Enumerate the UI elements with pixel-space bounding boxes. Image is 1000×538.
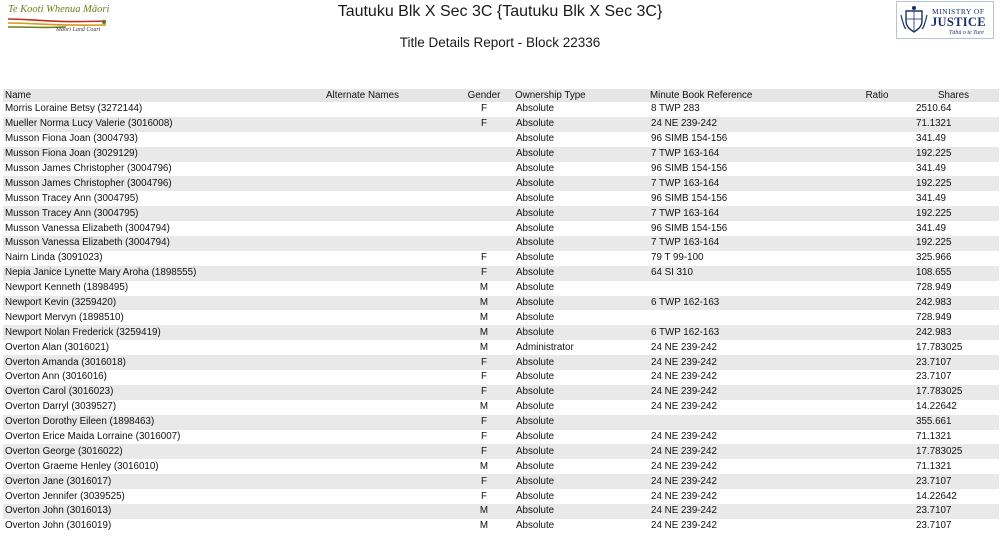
cell-ratio (846, 489, 906, 504)
cell-gender: F (481, 371, 487, 383)
cell-gender: M (479, 401, 489, 413)
cell-ratio (846, 385, 906, 400)
cell-gender: M (479, 311, 489, 323)
table-row (3, 191, 999, 206)
cell-shares: 23.7107 (916, 475, 952, 487)
cell-alternate-names (270, 162, 453, 177)
cell-alternate-names (270, 191, 453, 206)
cell-ratio (846, 474, 906, 489)
cell-minute-book-reference: 7 TWP 163-164 (651, 207, 720, 219)
column-header-ratio: Ratio (865, 90, 889, 101)
report-title: Tautuku Blk X Sec 3C {Tautuku Blk X Sec 3C} (337, 3, 663, 20)
cell-shares: 242.983 (916, 326, 952, 338)
cell-ratio (846, 117, 906, 132)
cell-ownership-type: Absolute (516, 475, 555, 487)
cell-minute-book-reference: 24 NE 239-242 (651, 431, 717, 443)
cell-alternate-names (270, 415, 453, 430)
cell-shares: 341.49 (916, 133, 946, 145)
cell-ratio (846, 340, 906, 355)
cell-shares: 17.783025 (916, 341, 963, 353)
table-row (3, 415, 999, 430)
cell-shares: 341.49 (916, 192, 946, 204)
column-header-name: Name (5, 90, 32, 101)
cell-shares: 23.7107 (916, 505, 952, 517)
cell-gender: M (479, 520, 489, 532)
cell-alternate-names (270, 474, 453, 489)
table-row (3, 325, 999, 340)
cell-gender: M (479, 282, 489, 294)
cell-minute-book-reference: 24 NE 239-242 (651, 505, 717, 517)
cell-ratio (846, 296, 906, 311)
cell-ratio (846, 206, 906, 221)
cell-minute-book-reference: 96 SIMB 154-156 (651, 163, 728, 174)
cell-ownership-type: Absolute (516, 460, 555, 472)
cell-alternate-names (270, 430, 453, 445)
logo-justice: JUSTICE (931, 15, 986, 29)
cell-gender: F (481, 416, 487, 428)
cell-ratio (846, 102, 906, 117)
cell-minute-book-reference: 24 NE 239-242 (651, 490, 717, 502)
cell-alternate-names (270, 236, 453, 251)
table-header-row (3, 89, 999, 102)
cell-alternate-names (270, 340, 453, 355)
table-row (3, 385, 999, 400)
table-row (3, 221, 999, 236)
cell-ratio (846, 191, 906, 206)
table-row (3, 162, 999, 177)
cell-minute-book-reference: 24 NE 239-242 (651, 445, 717, 457)
cell-ownership-type: Absolute (516, 371, 555, 383)
cell-shares: 14.22642 (916, 490, 957, 502)
cell-ownership-type: Absolute (516, 133, 555, 145)
cell-minute-book-reference: 6 TWP 162-163 (651, 297, 720, 309)
cell-minute-book-reference: 8 TWP 283 (651, 103, 700, 115)
cell-name: Overton Amanda (3016018) (5, 356, 126, 368)
cell-ratio (846, 325, 906, 340)
cell-shares: 71.1321 (916, 460, 952, 472)
table-row (3, 132, 999, 147)
cell-name: Overton George (3016022) (5, 445, 123, 457)
cell-alternate-names (270, 296, 453, 311)
cell-gender: F (481, 490, 487, 502)
cell-minute-book-reference: 79 T 99-100 (651, 252, 704, 264)
logo-english-name: Māori Land Court (56, 27, 101, 33)
cell-alternate-names (270, 117, 453, 132)
table-row (3, 117, 999, 132)
cell-name: Nairn Linda (3091023) (5, 252, 103, 264)
cell-ownership-type: Administrator (516, 341, 574, 353)
cell-ownership-type: Absolute (516, 222, 555, 234)
cell-shares: 192.225 (916, 207, 952, 219)
table-row (3, 400, 999, 415)
cell-name: Overton Jane (3016017) (5, 475, 112, 487)
cell-shares: 108.655 (916, 267, 952, 279)
cell-shares: 192.225 (916, 148, 952, 160)
logo-maori-tagline: Tāhū o te Ture (949, 30, 984, 36)
title-details-table (3, 89, 999, 534)
cell-shares: 17.783025 (916, 445, 963, 457)
cell-ownership-type: Absolute (516, 445, 555, 457)
cell-gender (453, 147, 513, 162)
cell-ownership-type: Absolute (516, 490, 555, 502)
cell-ratio (846, 430, 906, 445)
cell-ratio (846, 355, 906, 370)
cell-shares: 192.225 (916, 237, 952, 249)
cell-ownership-type: Absolute (516, 431, 555, 443)
cell-ownership-type: Absolute (516, 177, 555, 189)
cell-alternate-names (270, 325, 453, 340)
cell-ratio (846, 251, 906, 266)
cell-name: Overton Graeme Henley (3016010) (5, 460, 159, 472)
cell-gender: M (479, 341, 489, 353)
cell-gender (453, 176, 513, 191)
cell-minute-book-reference: 24 NE 239-242 (651, 401, 717, 413)
table-row (3, 102, 999, 117)
cell-ratio (846, 132, 906, 147)
cell-name: Morris Loraine Betsy (3272144) (5, 103, 143, 115)
cell-name: Musson Fiona Joan (3029129) (5, 148, 138, 160)
cell-ratio (846, 147, 906, 162)
cell-minute-book-reference (648, 310, 846, 325)
cell-ownership-type: Absolute (516, 401, 555, 413)
cell-ownership-type: Absolute (516, 252, 555, 264)
cell-name: Musson Vanessa Elizabeth (3004794) (5, 222, 170, 234)
cell-ownership-type: Absolute (516, 118, 555, 130)
cell-alternate-names (270, 221, 453, 236)
cell-gender: F (481, 431, 487, 443)
cell-ratio (846, 236, 906, 251)
cell-alternate-names (270, 251, 453, 266)
cell-gender: F (481, 475, 487, 487)
column-header-gender: Gender (467, 90, 501, 101)
table-row (3, 459, 999, 474)
cell-ownership-type: Absolute (516, 192, 555, 204)
cell-ownership-type: Absolute (516, 148, 555, 160)
table-row (3, 474, 999, 489)
cell-name: Overton Ann (3016016) (5, 371, 107, 383)
coat-of-arms-icon (900, 5, 928, 35)
cell-alternate-names (270, 370, 453, 385)
cell-gender: F (481, 356, 487, 368)
cell-alternate-names (270, 132, 453, 147)
cell-ownership-type: Absolute (516, 237, 555, 249)
table-row (3, 489, 999, 504)
cell-alternate-names (270, 176, 453, 191)
cell-alternate-names (270, 385, 453, 400)
cell-ratio (846, 310, 906, 325)
logo-maori-name: Te Kooti Whenua Māori (8, 4, 110, 15)
cell-name: Overton Carol (3016023) (5, 386, 114, 398)
cell-minute-book-reference: 24 NE 239-242 (651, 475, 717, 487)
report-subtitle: Title Details Report - Block 22336 (399, 35, 601, 50)
cell-ownership-type: Absolute (516, 103, 555, 115)
cell-shares: 341.49 (916, 163, 946, 174)
table-row (3, 310, 999, 325)
cell-gender (453, 162, 513, 177)
cell-minute-book-reference: 24 NE 239-242 (651, 460, 717, 472)
cell-minute-book-reference: 24 NE 239-242 (651, 371, 717, 383)
cell-ownership-type: Absolute (516, 505, 555, 517)
cell-alternate-names (270, 355, 453, 370)
ministry-of-justice-logo (896, 1, 994, 39)
cell-gender: F (481, 386, 487, 398)
cell-gender: F (481, 445, 487, 457)
cell-name: Overton Dorothy Eileen (1898463) (5, 416, 155, 428)
cell-alternate-names (270, 206, 453, 221)
cell-gender: M (479, 326, 489, 338)
table-row (3, 176, 999, 191)
column-header-shares: Shares (937, 90, 970, 101)
cell-name: Musson Tracey Ann (3004795) (5, 192, 139, 204)
cell-minute-book-reference: 6 TWP 162-163 (651, 326, 720, 338)
cell-minute-book-reference (648, 415, 846, 430)
cell-shares: 325.966 (916, 252, 952, 264)
table-row (3, 340, 999, 355)
cell-name: Overton Alan (3016021) (5, 341, 110, 353)
cell-alternate-names (270, 281, 453, 296)
cell-shares: 192.225 (916, 177, 952, 189)
cell-name: Musson Vanessa Elizabeth (3004794) (5, 237, 170, 249)
cell-gender (453, 206, 513, 221)
cell-name: Musson Fiona Joan (3004793) (5, 133, 138, 145)
cell-gender (453, 191, 513, 206)
cell-gender: M (479, 297, 489, 309)
cell-shares: 71.1321 (916, 118, 952, 130)
cell-alternate-names (270, 459, 453, 474)
column-header-minute-book-reference: Minute Book Reference (650, 90, 753, 101)
cell-ownership-type: Absolute (516, 386, 555, 398)
cell-gender: F (481, 118, 487, 130)
cell-ownership-type: Absolute (516, 356, 555, 368)
cell-minute-book-reference: 64 SI 310 (651, 267, 693, 279)
table-row (3, 355, 999, 370)
cell-ownership-type: Absolute (516, 267, 555, 279)
cell-gender: F (481, 267, 487, 279)
cell-minute-book-reference: 7 TWP 163-164 (651, 148, 720, 160)
column-header-ownership-type: Ownership Type (515, 90, 586, 101)
cell-shares: 242.983 (916, 297, 952, 309)
cell-shares: 341.49 (916, 222, 946, 234)
cell-minute-book-reference: 96 SIMB 154-156 (651, 133, 728, 145)
cell-minute-book-reference: 24 NE 239-242 (651, 520, 717, 532)
cell-alternate-names (270, 400, 453, 415)
cell-shares: 17.783025 (916, 386, 963, 398)
cell-minute-book-reference (648, 281, 846, 296)
cell-shares: 23.7107 (916, 356, 952, 368)
cell-ratio (846, 415, 906, 430)
cell-ownership-type: Absolute (516, 311, 555, 323)
cell-minute-book-reference: 7 TWP 163-164 (651, 177, 720, 189)
cell-name: Overton John (3016019) (5, 520, 112, 532)
cell-shares: 355.661 (916, 416, 952, 428)
cell-shares: 23.7107 (916, 520, 952, 532)
table-row (3, 147, 999, 162)
cell-alternate-names (270, 147, 453, 162)
table-row (3, 296, 999, 311)
cell-ownership-type: Absolute (516, 282, 555, 294)
column-header-alternate-names: Alternate Names (326, 90, 399, 101)
table-row (3, 266, 999, 281)
cell-name: Overton John (3016013) (5, 505, 112, 517)
cell-ratio (846, 504, 906, 519)
cell-gender: M (479, 460, 489, 472)
cell-shares: 2510.64 (916, 103, 952, 115)
cell-ownership-type: Absolute (516, 163, 555, 174)
cell-shares: 14.22642 (916, 401, 957, 413)
cell-gender: F (481, 252, 487, 264)
cell-ownership-type: Absolute (516, 207, 555, 219)
cell-ratio (846, 459, 906, 474)
cell-name: Overton Erice Maida Lorraine (3016007) (5, 431, 181, 443)
table-row (3, 251, 999, 266)
cell-ownership-type: Absolute (516, 520, 555, 532)
table-row (3, 236, 999, 251)
cell-name: Mueller Norma Lucy Valerie (3016008) (5, 118, 173, 130)
cell-gender: F (481, 103, 487, 115)
cell-minute-book-reference: 96 SIMB 154-156 (651, 222, 728, 234)
cell-minute-book-reference: 24 NE 239-242 (651, 386, 717, 398)
cell-name: Overton Darryl (3039527) (5, 401, 117, 413)
cell-name: Newport Kevin (3259420) (5, 297, 117, 309)
cell-alternate-names (270, 519, 453, 534)
cell-alternate-names (270, 489, 453, 504)
cell-ratio (846, 221, 906, 236)
cell-alternate-names (270, 444, 453, 459)
cell-name: Musson James Christopher (3004796) (5, 163, 172, 174)
table-row (3, 444, 999, 459)
cell-name: Newport Mervyn (1898510) (5, 311, 124, 323)
cell-ratio (846, 176, 906, 191)
table-row (3, 370, 999, 385)
cell-alternate-names (270, 266, 453, 281)
cell-alternate-names (270, 504, 453, 519)
cell-gender (453, 132, 513, 147)
cell-shares: 71.1321 (916, 431, 952, 443)
cell-minute-book-reference: 24 NE 239-242 (651, 341, 717, 353)
cell-name: Nepia Janice Lynette Mary Aroha (1898555) (5, 267, 197, 279)
cell-alternate-names (270, 102, 453, 117)
cell-ratio (846, 370, 906, 385)
cell-ownership-type: Absolute (516, 326, 555, 338)
cell-alternate-names (270, 310, 453, 325)
table-row (3, 519, 999, 534)
cell-name: Newport Nolan Frederick (3259419) (5, 326, 161, 338)
cell-ownership-type: Absolute (516, 297, 555, 309)
table-row (3, 206, 999, 221)
cell-name: Musson Tracey Ann (3004795) (5, 207, 139, 219)
cell-minute-book-reference: 24 NE 239-242 (651, 356, 717, 368)
cell-ratio (846, 266, 906, 281)
cell-gender: M (479, 505, 489, 517)
cell-ratio (846, 162, 906, 177)
cell-ratio (846, 444, 906, 459)
cell-name: Musson James Christopher (3004796) (5, 177, 172, 189)
cell-name: Overton Jennifer (3039525) (5, 490, 125, 502)
table-row (3, 504, 999, 519)
cell-shares: 728.949 (916, 311, 952, 323)
cell-minute-book-reference: 96 SIMB 154-156 (651, 192, 728, 204)
cell-gender (453, 236, 513, 251)
cell-ratio (846, 519, 906, 534)
cell-gender (453, 221, 513, 236)
cell-minute-book-reference: 24 NE 239-242 (651, 118, 717, 130)
cell-minute-book-reference: 7 TWP 163-164 (651, 237, 720, 249)
cell-ratio (846, 400, 906, 415)
cell-shares: 728.949 (916, 282, 952, 294)
cell-name: Newport Kenneth (1898495) (5, 282, 129, 294)
logo-ministry-of: MINISTRY OF (932, 7, 985, 16)
cell-shares: 23.7107 (916, 371, 952, 383)
table-row (3, 281, 999, 296)
table-row (3, 430, 999, 445)
cell-ownership-type: Absolute (516, 416, 555, 428)
cell-ratio (846, 281, 906, 296)
